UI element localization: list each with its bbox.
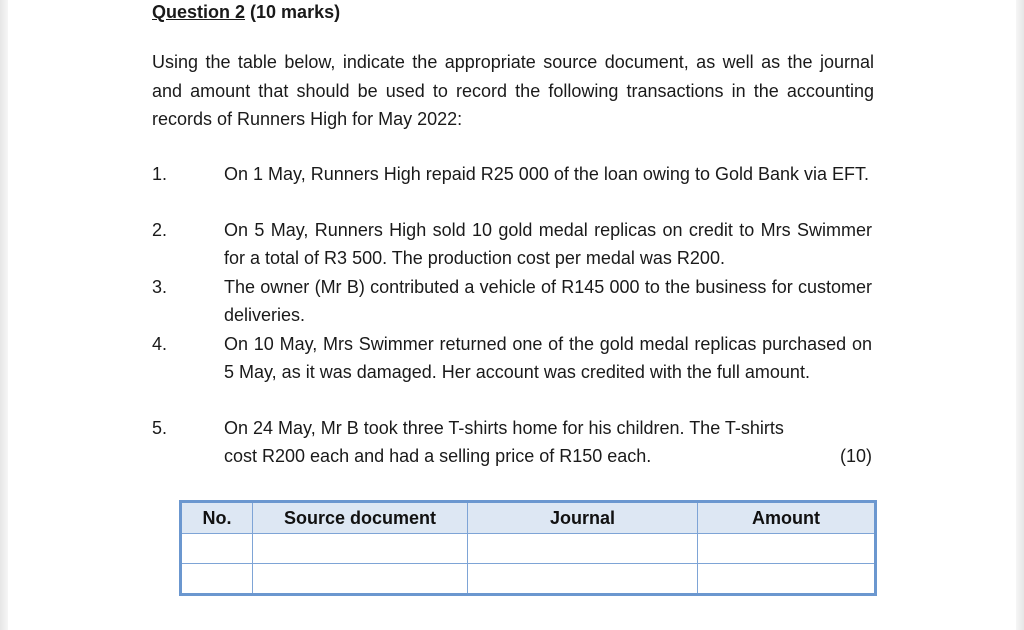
item-number: 5.	[152, 418, 168, 438]
table-row	[181, 534, 876, 564]
item-number: 3.	[152, 277, 168, 297]
item-number: 2.	[152, 220, 168, 240]
list-item	[152, 160, 874, 188]
table-cell	[181, 564, 253, 595]
column-header-amount: Amount	[698, 502, 876, 534]
list-item	[152, 216, 874, 272]
instructions-paragraph: Using the table below, indicate the appropriate source document, as well as the journal and amount that should be used to record the following transactions in the accounting records of Runners High for May 2022:	[152, 52, 874, 129]
right-page-edge	[1016, 0, 1024, 630]
table-cell	[698, 534, 876, 564]
table-cell	[253, 564, 468, 595]
table-header-row	[181, 502, 876, 534]
column-header-no: No.	[181, 502, 253, 534]
left-page-edge	[0, 0, 8, 630]
answer-table	[179, 500, 877, 596]
list-item	[152, 273, 874, 329]
item-number: 1.	[152, 164, 168, 184]
list-item	[152, 330, 874, 386]
item-text: On 1 May, Runners High repaid R25 000 of the loan owing to Gold Bank via EFT.	[224, 164, 870, 184]
table-cell	[181, 534, 253, 564]
item-number: 4.	[152, 334, 168, 354]
item-text: On 24 May, Mr B took three T-shirts home for his children. The T-shirts cost R200 each and had a selling price of R150 each.	[224, 418, 784, 466]
table-cell	[468, 564, 698, 595]
question-title: Question 2	[152, 2, 246, 22]
item-marks: (10)	[839, 446, 872, 466]
table-cell	[468, 534, 698, 564]
table-cell	[253, 534, 468, 564]
question-heading	[152, 2, 340, 23]
table-cell	[698, 564, 876, 595]
column-header-source-document: Source document	[253, 502, 468, 534]
question-marks: (10 marks)	[250, 2, 341, 22]
item-text: On 10 May, Mrs Swimmer returned one of the gold medal replicas purchased on 5 May, as it was damaged. Her account was credited with the full amount.	[224, 334, 872, 382]
item-text: On 5 May, Runners High sold 10 gold medal replicas on credit to Mrs Swimmer for a total of R3 500. The production cost per medal was R200.	[224, 220, 872, 268]
column-header-journal: Journal	[468, 502, 698, 534]
item-text: The owner (Mr B) contributed a vehicle of R145 000 to the business for customer deliveries.	[224, 277, 872, 325]
list-item	[152, 414, 874, 470]
table-row	[181, 564, 876, 595]
